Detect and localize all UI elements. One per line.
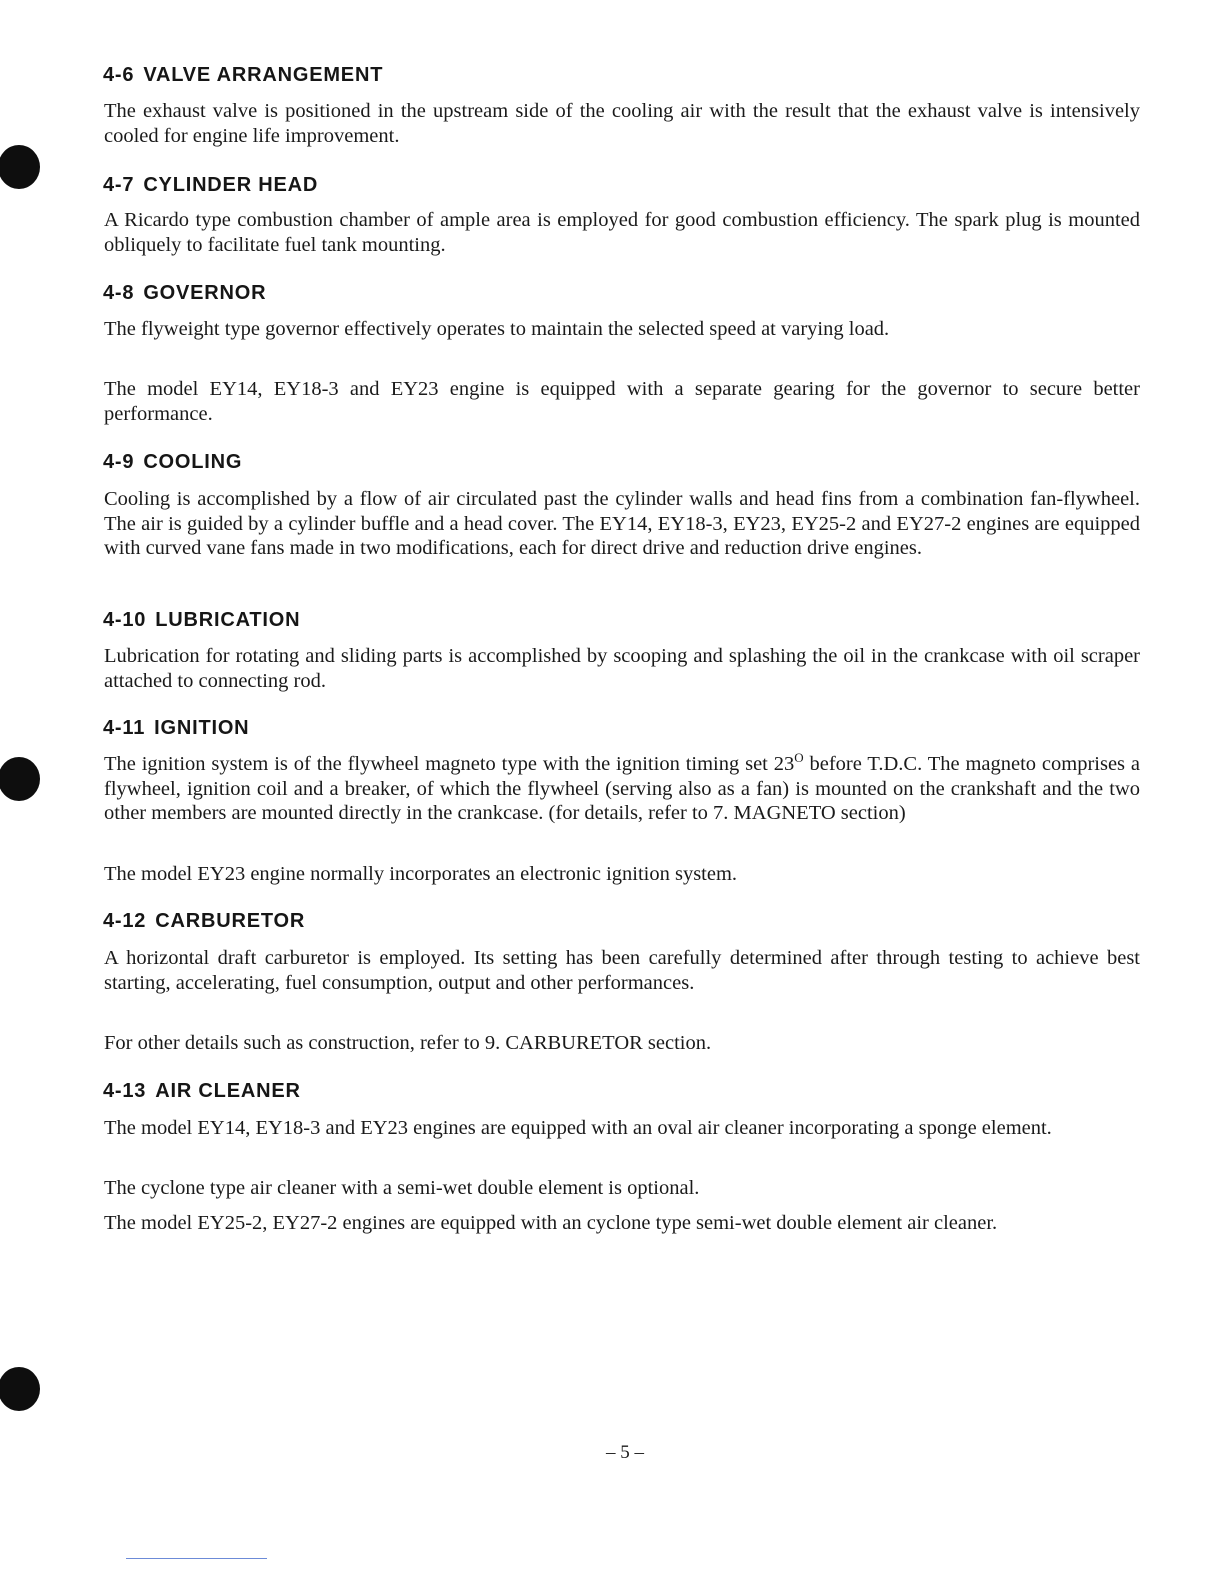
paragraph xyxy=(104,752,1140,826)
punch-hole-bottom xyxy=(0,1367,40,1411)
punch-hole-middle xyxy=(0,757,40,801)
section-number: 4-12 xyxy=(103,910,147,932)
section-heading xyxy=(103,717,249,740)
section-number: 4-6 xyxy=(103,64,135,86)
section-number: 4-10 xyxy=(103,609,147,631)
section-title: IGNITION xyxy=(154,717,250,739)
section-title: LUBRICATION xyxy=(155,609,301,631)
footer-rule xyxy=(126,1558,267,1559)
paragraph: Lubrication for rotating and sliding parts is accomplished by scooping and splashing the oil in the crankcase with oil scraper attached to connecting rod. xyxy=(104,645,1140,692)
paragraph: The model EY25-2, EY27-2 engines are equipped with an cyclone type semi-wet double element air cleaner. xyxy=(104,1212,998,1234)
section-title: CYLINDER HEAD xyxy=(143,174,319,196)
section-heading xyxy=(103,64,383,87)
paragraph: Cooling is accomplished by a flow of air circulated past the cylinder walls and head fins from a combination fan-flywheel. The air is guided by a cylinder buffle and a head cover. The EY14, EY18-3, EY23, EY25-2 and EY27-2 engines are equipped with curved vane fans made in two modifications, each for direct drive and reduction drive engines. xyxy=(104,488,1140,559)
section-title: VALVE ARRANGEMENT xyxy=(143,64,384,86)
ignition-text-end: before T.D.C. The magneto comprises a flywheel, ignition coil and a breaker, of which the flywheel (serving also as a fan) is mounted on the crankshaft and the two other members are mounted directly in the crankcase. (for details, refer to 7. MAGNETO section) xyxy=(104,753,1140,824)
paragraph: For other details such as construction, refer to 9. CARBURETOR section. xyxy=(104,1032,712,1054)
page-number: – 5 – xyxy=(606,1442,644,1463)
paragraph: The model EY14, EY18-3 and EY23 engines are equipped with an oval air cleaner incorporating a sponge element. xyxy=(104,1117,1052,1139)
punch-hole-top xyxy=(0,145,40,189)
paragraph: A Ricardo type combustion chamber of ample area is employed for good combustion efficiency. The spark plug is mounted obliquely to facilitate fuel tank mounting. xyxy=(104,209,1140,256)
section-heading xyxy=(103,451,242,474)
paragraph: The model EY14, EY18-3 and EY23 engine is equipped with a separate gearing for the governor to secure better performance. xyxy=(104,378,1140,425)
paragraph: The flyweight type governor effectively operates to maintain the selected speed at varying load. xyxy=(104,318,890,340)
section-heading xyxy=(103,1080,301,1103)
section-heading xyxy=(103,609,300,632)
section-number: 4-13 xyxy=(103,1080,147,1102)
section-title: AIR CLEANER xyxy=(155,1080,301,1102)
section-heading xyxy=(103,174,318,197)
paragraph: The cyclone type air cleaner with a semi-wet double element is optional. xyxy=(104,1177,700,1199)
paragraph: The model EY23 engine normally incorporates an electronic ignition system. xyxy=(104,863,738,885)
paragraph: A horizontal draft carburetor is employed. Its setting has been carefully determined after through testing to achieve best starting, accelerating, fuel consumption, output and other performances. xyxy=(104,947,1140,994)
ignition-text-start: The ignition system is of the flywheel magneto type with the ignition timing set 23 xyxy=(104,753,795,775)
section-number: 4-7 xyxy=(103,174,135,196)
section-number: 4-8 xyxy=(103,282,135,304)
section-title: COOLING xyxy=(143,451,243,473)
section-title: GOVERNOR xyxy=(143,282,267,304)
section-number: 4-9 xyxy=(103,451,135,473)
section-heading xyxy=(103,282,266,305)
paragraph: The exhaust valve is positioned in the upstream side of the cooling air with the result that the exhaust valve is intensively cooled for engine life improvement. xyxy=(104,100,1140,147)
section-heading xyxy=(103,910,305,933)
section-number: 4-11 xyxy=(103,717,146,739)
degree-superscript: O xyxy=(794,750,804,766)
section-title: CARBURETOR xyxy=(155,910,306,932)
